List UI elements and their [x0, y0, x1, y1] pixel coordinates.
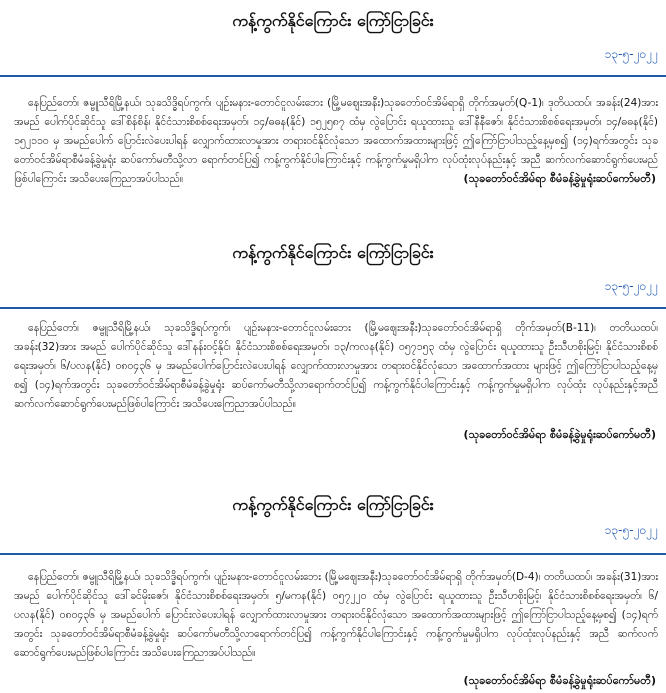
notice-title: ကန့်ကွက်နိုင်ကြောင်း ကြော်ငြာခြင်း: [232, 495, 434, 514]
notice-1: [0, 0, 666, 231]
notice-title: ကန့်ကွက်နိုင်ကြောင်း ကြော်ငြာခြင်း: [232, 243, 434, 262]
notice-date: ၁၃-၅-၂၀၂၂: [604, 47, 658, 61]
divider: [0, 75, 666, 77]
notice-signature: (သုခတော်ဝင်အိမ်ရာ စီမံခန့်ခွဲမှုရုံးဆပ်ကော်မတီ): [463, 428, 656, 441]
notice-date: ၁၃-၅-၂၀၂၂: [604, 523, 658, 537]
notice-title: ကန့်ကွက်နိုင်ကြောင်း ကြော်ငြာခြင်း: [232, 11, 434, 30]
notice-2: [0, 231, 666, 462]
divider: [0, 307, 666, 309]
divider: [0, 553, 666, 555]
notice-body: နေပြည်တော်၊ ဇမ္ဗူသီရိမြို့နယ်၊ သုခသိဒ္ဓိရပ်ကွက်၊ ပျဉ်းမနား-တောင်ငူလမ်းဘေး (မြို့မဈေးအနီး)သုခတော်ဝင်အိမ်ရာရှိ တိုက်အမှတ်(D-4)၊ တတိယထပ်၊ အခန်း(31)အား အမည် ပေါက်ပိုင်ဆိုင်သူ ဒေါ်ခင်မိုးဇော်၊ နိုင်ငံသားစိစစ်ရေးအမှတ်၊ ၅/မကန(နိုင်) ၀၅၇၂၂၀ ထံမှ လွဲပြောင်း ရယူထားသူ ဦးသီဟစိုးမြင့်၊ နိုင်ငံသားစိစစ်ရေးအမှတ်၊ ၆/ပလန(နိုင်) ၀၈၀၄၃၆ မှ အမည်ပေါက် ပြောင်းလဲပေးပါရန် လျှောက်ထားလာမှုအား တရားဝင်နိုင်လုံသော အထောက်အထားများဖြင့် ဤကြော်ငြာပါသည့်နေ့မှစ၍ (၁၄)ရက်အတွင်း သုခတော်ဝင်အိမ်ရာစီမံခန့်ခွဲမှုရုံး ဆပ်ကော်မတီသို့လာရောက်တင်ပြ၍ ကန့်ကွက်နိုင်ပါကြောင်းနှင့် ကန့်ကွက်မှုမရှိပါက လုပ်ထုံးလုပ်နည်းနှင့် အညီ ဆက်လက်ဆောင်ရွက်ပေးမည်ဖြစ်ပါကြောင်း အသိပေးကြေညာအပ်ပါသည်။: [14, 571, 658, 659]
notice-date: ၁၃-၅-၂၀၂၂: [604, 279, 658, 293]
notice-signature: (သုခတော်ဝင်အိမ်ရာ စီမံခန့်ခွဲမှုရုံးဆပ်ကော်မတီ): [463, 172, 656, 185]
notice-3: [0, 462, 666, 693]
notice-signature: (သုခတော်ဝင်အိမ်ရာ စီမံခန့်ခွဲမှုရုံးဆပ်ကော်မတီ): [463, 674, 656, 687]
notice-body: နေပြည်တော်၊ ဇမ္ဗူသီရိမြို့နယ်၊ သုခသိဒ္ဓိရပ်ကွက်၊ ပျဉ်းမနား-တောင်ငူလမ်းဘေး (မြို့မဈေးအနီး)သုခတော်ဝင်အိမ်ရာရှိ တိုက်အမှတ်(B-11)၊ တတိယထပ်၊ အခန်း(32)အား အမည် ပေါက်ပိုင်ဆိုင်သူ ဒေါ်နန်းဝင့်နိုင်၊ နိုင်ငံသားစိစစ်ရေးအမှတ်၊ ၁၃/ကလန(နိုင်) ၀၅၇၁၅၃ ထံမှ လွဲပြောင်း ရယူထားသူ ဦးသီဟစိုးမြင့်၊ နိုင်ငံသားစိစစ်ရေးအမှတ်၊ ၆/ပလန(နိုင်) ၀၈၀၄၃၆ မှ အမည်ပေါက်ပြောင်းလဲပေးပါရန် လျှောက်ထားလာမှုအား တရားဝင်နိုင်လုံသော အထောက်အထား များဖြင့် ဤကြော်ငြာပါသည့်နေ့မှစ၍ (၁၄)ရက်အတွင်း သုခတော်ဝင်အိမ်ရာစီမံခန့်ခွဲမှုရုံး ဆပ်ကော်မတီသို့လာရောက်တင်ပြ၍ ကန့်ကွက်နိုင်ပါကြောင်းနှင့် ကန့်ကွက်မှုမရှိပါက လုပ်ထုံး လုပ်နည်းနှင့်အညီ ဆက်လက်ဆောင်ရွက်ပေးမည်ဖြစ်ပါကြောင်း အသိပေးကြေညာအပ်ပါသည်။: [14, 322, 658, 410]
notice-body: နေပြည်တော်၊ ဇမ္ဗူသီရိမြို့နယ်၊ သုခသိဒ္ဓိရပ်ကွက်၊ ပျဉ်းမနား-တောင်ငူလမ်းဘေး (မြို့မဈေးအနီး)သုခတော်ဝင်အိမ်ရာရှိ တိုက်အမှတ်(Q-1)၊ ဒုတိယထပ်၊ အခန်း(24)အား အမည် ပေါက်ပိုင်ဆိုင်သူ ဒေါ်စိန်စိန်၊ နိုင်ငံသားစိစစ်ရေးအမှတ်၊ ၁၄/ဓဓန(နိုင်) ၁၅၂၅၈၇ ထံမှ လွဲပြောင်း ရယူထားသူ ဒေါ်နီနီဇော်၊ နိုင်ငံသားစိစစ်ရေးအမှတ်၊ ၁၄/ဓဓန(နိုင်) ၁၅၂၁၁၀ မှ အမည်ပေါက် ပြောင်းလဲပေးပါရန် လျှောက်ထားလာမှုအား တရားဝင်နိုင်လုံသော အထောက်အထားများဖြင့် ဤကြော်ငြာပါသည့်နေ့မှစ၍ (၁၄)ရက်အတွင်း သုခတော်ဝင်အိမ်ရာစီမံခန့်ခွဲမှုရုံး ဆပ်ကော်မတီသို့လာ ရောက်တင်ပြ၍ ကန့်ကွက်နိုင်ပါကြောင်းနှင့် ကန့်ကွက်မှုမရှိပါက လုပ်ထုံးလုပ်နည်းနှင့် အညီ ဆက်လက်ဆောင်ရွက်ပေးမည်ဖြစ်ပါကြောင်း အသိပေးကြေညာအပ်ပါသည်။: [14, 97, 658, 185]
